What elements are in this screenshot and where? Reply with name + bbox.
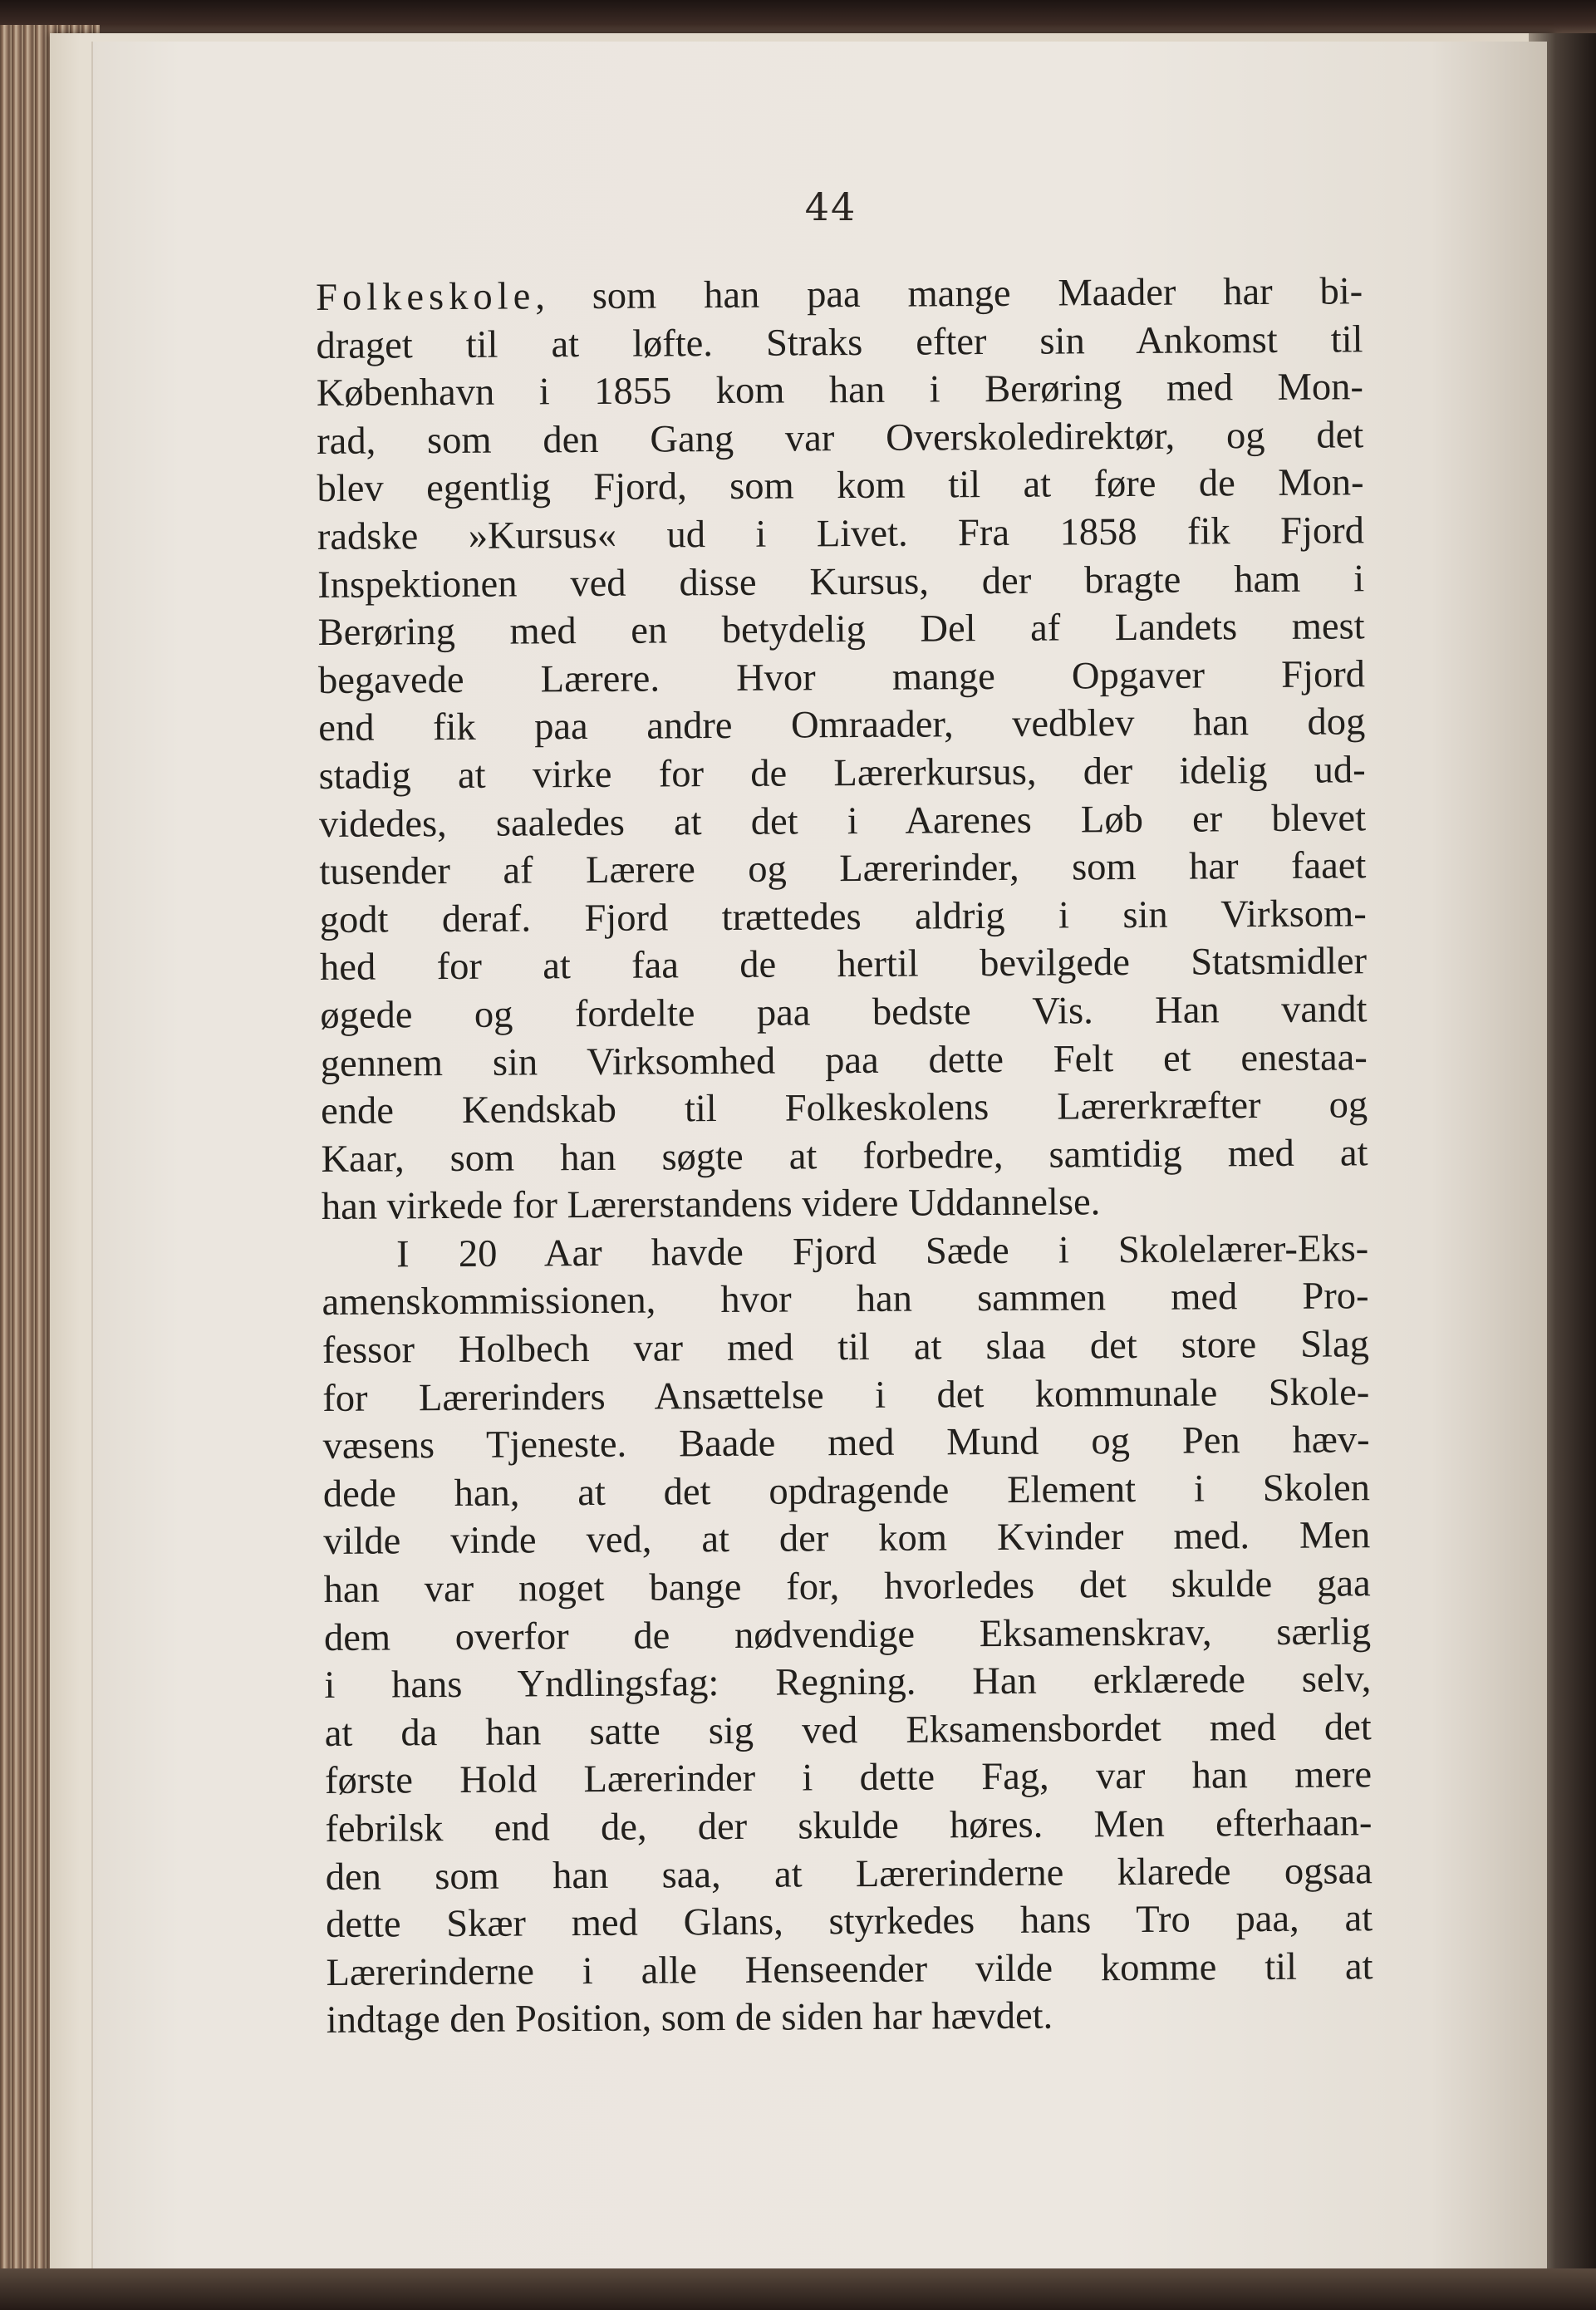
text-line: end fik paa andre Omraader, vedblev han dog bbox=[318, 700, 1366, 750]
text-line: første Hold Lærerinder i dette Fag, var han mere bbox=[324, 1753, 1373, 1803]
text-line: han var noget bange for, hvorledes det skulde gaa bbox=[323, 1562, 1371, 1612]
text-line: radske »Kursus« ud i Livet. Fra 1858 fik Fjord bbox=[317, 509, 1365, 558]
emphasized-word: Folkeskole bbox=[316, 275, 536, 319]
text-line: indtage den Position, som de siden har hævdet. bbox=[326, 1994, 1053, 2042]
book-bottom-edge bbox=[0, 2268, 1596, 2310]
text-line: at da han satte sig ved Eksamensbordet med det bbox=[324, 1706, 1372, 1755]
text-line: rad, som den Gang var Overskoledirektør, og det bbox=[317, 414, 1364, 463]
page-number: 44 bbox=[804, 184, 857, 229]
text-line: videdes, saaledes at det i Aarenes Løb er blevet bbox=[318, 796, 1367, 846]
text-line: væsens Tjeneste. Baade med Mund og Pen hæv- bbox=[322, 1418, 1370, 1468]
text-line: dede han, at det opdragende Element i Skolen bbox=[322, 1467, 1371, 1516]
text-line: dem overfor de nødvendige Eksamenskrav, særlig bbox=[323, 1610, 1372, 1659]
text-line: Kaar, som han søgte at forbedre, samtidig med at bbox=[321, 1131, 1368, 1181]
text-line: begavede Lærere. Hvor mange Opgaver Fjord bbox=[317, 653, 1366, 702]
text-line: vilde vinde ved, at der kom Kvinder med. Men bbox=[323, 1514, 1371, 1564]
text-line: godt deraf. Fjord trættedes aldrig i sin Virksom- bbox=[319, 892, 1367, 941]
text-line: for Lærerinders Ansættelse i det kommunale Skole- bbox=[322, 1370, 1370, 1420]
text-line: ende Kendskab til Folkeskolens Lærerkræfter og bbox=[320, 1084, 1368, 1133]
text-line bbox=[316, 268, 1363, 322]
text-line: den som han saa, at Lærerinderne klarede ogsaa bbox=[325, 1849, 1373, 1899]
text-line: København i 1855 kom han i Berøring med Mon- bbox=[316, 366, 1364, 415]
text-line: gennem sin Virksomhed paa dette Felt et enestaa- bbox=[320, 1035, 1368, 1085]
text-line: I 20 Aar havde Fjord Sæde i Skolelærer-Eks- bbox=[396, 1227, 1369, 1276]
text-line: hed for at faa de hertil bevilgede Statsmidler bbox=[319, 940, 1368, 990]
text-line: amenskommissionen, hvor han sammen med Pro- bbox=[322, 1275, 1369, 1325]
text-line-rest: , som han paa mange Maader har bi- bbox=[535, 270, 1363, 318]
text-line: øgede og fordelte paa bedste Vis. Han vandt bbox=[320, 988, 1368, 1037]
text-line: fessor Holbech var med til at slaa det store Slag bbox=[322, 1323, 1370, 1373]
text-line: draget til at løfte. Straks efter sin Ankomst til bbox=[316, 317, 1363, 367]
text-line: febrilsk end de, der skulde høres. Men efterhaan- bbox=[325, 1801, 1373, 1850]
text-line: stadig at virke for de Lærerkursus, der idelig ud- bbox=[318, 749, 1366, 798]
body-text bbox=[316, 268, 1373, 2045]
text-line: tusender af Lærere og Lærerinder, som har faaet bbox=[319, 844, 1367, 894]
text-line: han virkede for Lærerstandens videre Uddannelse. bbox=[321, 1181, 1101, 1229]
text-line: Inspektionen ved disse Kursus, der bragte ham i bbox=[317, 557, 1365, 607]
text-line: i hans Yndlingsfag: Regning. Han erklærede selv, bbox=[324, 1658, 1372, 1708]
text-line: blev egentlig Fjord, som kom til at føre de Mon- bbox=[317, 461, 1364, 511]
text-line: Lærerinderne i alle Henseender vilde komme til at bbox=[326, 1945, 1373, 1994]
text-line: dette Skær med Glans, styrkedes hans Tro paa, at bbox=[325, 1897, 1373, 1947]
text-line: Berøring med en betydelig Del af Landets mest bbox=[317, 605, 1365, 655]
